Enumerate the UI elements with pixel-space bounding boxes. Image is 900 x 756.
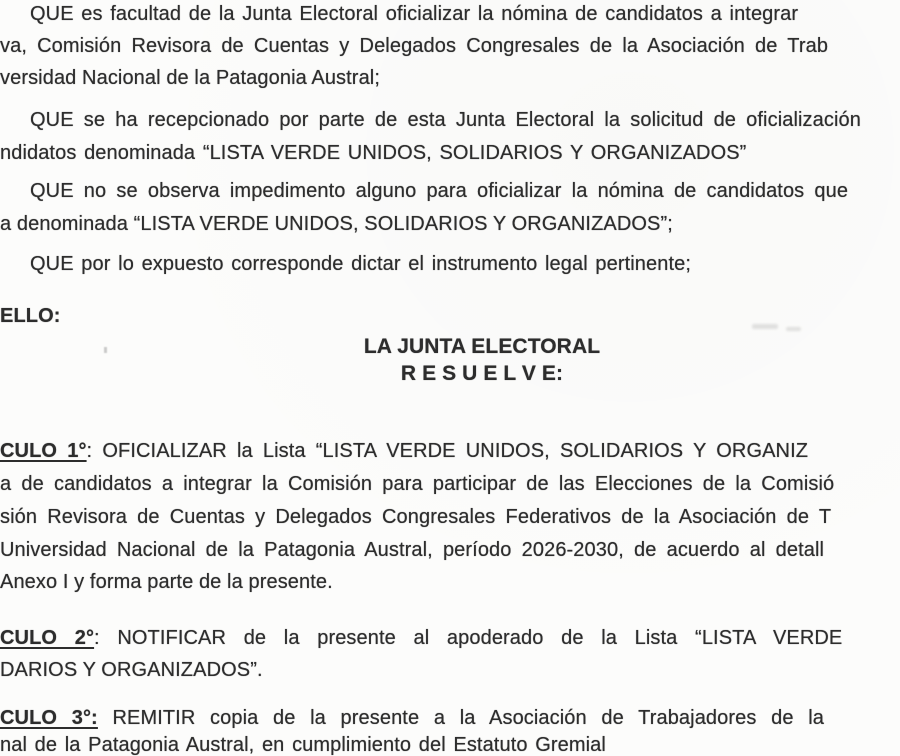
considerando-line: ndidatos denominada “LISTA VERDE UNIDOS, SOLIDARIOS Y ORGANIZADOS” — [0, 142, 747, 164]
considerando-line: QUE se ha recepcionado por parte de esta Junta Electoral la solicitud de oficialización — [30, 109, 861, 131]
article-1-line: Universidad Nacional de la Patagonia Austral, período 2026-2030, de acuerdo al detall — [0, 539, 825, 561]
article-3-text: REMITIR copia de la presente a la Asociación de Trabajadores de la — [97, 707, 824, 729]
article-1-line: a de candidatos a integrar la Comisión para participar de las Elecciones de la Comisió — [0, 473, 835, 495]
article-1-line: Anexo I y forma parte de la presente. — [0, 571, 333, 593]
article-2-line: DARIOS Y ORGANIZADOS”. — [0, 659, 263, 681]
article-1-line — [0, 441, 808, 461]
article-1-number: CULO 1° — [0, 440, 87, 462]
article-3-line — [0, 708, 824, 728]
scan-smudge — [752, 324, 778, 329]
article-1-text: : OFICIALIZAR la Lista “LISTA VERDE UNIDOS, SOLIDARIOS Y ORGANIZ — [86, 440, 809, 462]
considerando-line: a denominada “LISTA VERDE UNIDOS, SOLIDARIOS Y ORGANIZADOS”; — [0, 213, 673, 235]
por-ello-label: ELLO: — [0, 305, 61, 327]
considerando-line: QUE no se observa impedimento alguno para oficializar la nómina de candidatos que — [30, 180, 849, 202]
considerando-line: va, Comisión Revisora de Cuentas y Delegados Congresales de la Asociación de Trab — [0, 35, 829, 57]
article-1-line: sión Revisora de Cuentas y Delegados Congresales Federativos de la Asociación de T — [0, 506, 832, 528]
considerando-line: QUE por lo expuesto corresponde dictar el instrumento legal pertinente; — [30, 253, 692, 275]
article-2-line — [0, 628, 842, 648]
article-2-text: : NOTIFICAR de la presente al apoderado de la Lista “LISTA VERDE — [94, 627, 843, 649]
scan-speck — [104, 347, 107, 353]
considerando-line: versidad Nacional de la Patagonia Austral; — [0, 67, 380, 89]
article-3-line: nal de la Patagonia Austral, en cumplimiento del Estatuto Gremial — [0, 734, 606, 756]
article-3-number: CULO 3°: — [0, 707, 98, 729]
considerando-line: QUE es facultad de la Junta Electoral oficializar la nómina de candidatos a integrar — [30, 3, 799, 25]
article-2-number: CULO 2° — [0, 627, 95, 649]
scan-smudge — [786, 327, 801, 331]
heading-resuelve: R E S U E L V E: — [400, 362, 564, 385]
heading-junta-electoral: LA JUNTA ELECTORAL — [363, 335, 601, 358]
